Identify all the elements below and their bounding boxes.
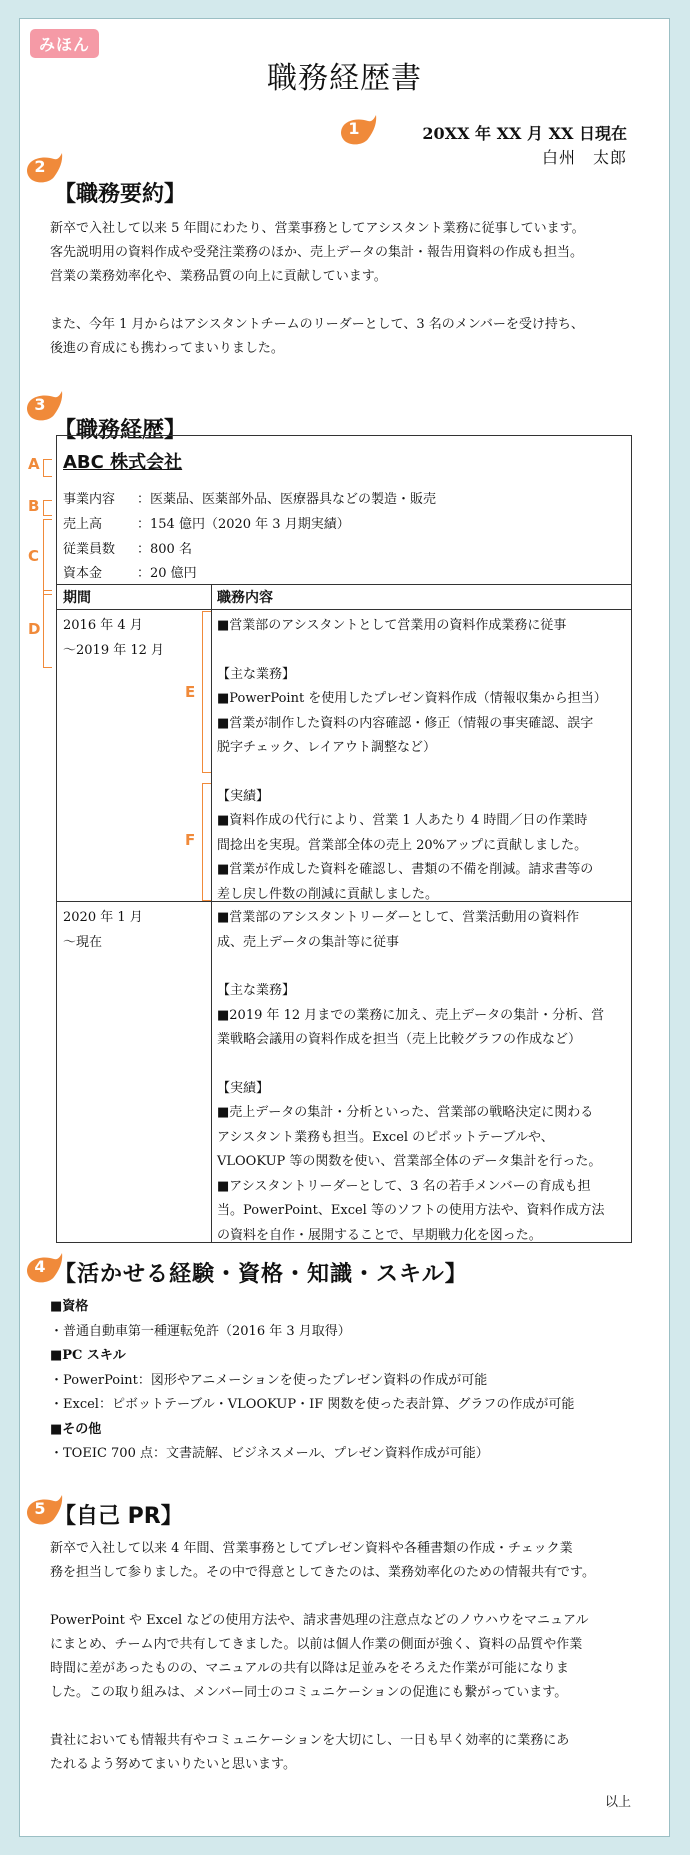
skills-heading: 【活かせる経験・資格・知識・スキル】 [54,1262,468,1287]
sample-tag: みほん [30,29,99,58]
duties-cell-1: ■営業部のアシスタントとして営業用の資料作成業務に従事 【主な業務】 ■PowerPoint を使用したプレゼン資料作成（情報収集から担当） ■営業が制作した資料の内容確認・修正（情報の事実確認、誤字 脱字チェック、レイアウト調整など） 【実績】 ■資料作成の代行により、営業 1 人あたり 4 時間／日の作業時 間捻出を実現。営業部全体の売上 20%アップに貢献しました。 ■営業が作成した資料を確認し、書類の不備を削減。請求書等の 差し戻し件数の削減に貢献しました。 [217,618,607,902]
annotation-label-c: C [28,547,40,565]
document-title: 職務経歴書 [267,61,422,96]
sales-value: ：154 億円（2020 年 3 月期実績） [137,517,350,532]
sales-label: 売上高 [63,517,103,532]
annotation-bracket-e [202,611,211,773]
annotation-bracket-c [43,519,52,595]
annotation-bracket-d [43,590,52,668]
number-badge-5: 5 [24,1493,64,1533]
period-cell-1: 2016 年 4 月 ～2019 年 12 月 [63,618,165,658]
company-name: ABC 株式会社 [63,452,183,473]
annotation-bracket-f [202,783,211,901]
number-badge-1: 1 [338,113,378,153]
skills-list: ■資格 ・普通自動車第一種運転免許（2016 年 3 月取得） ■PC スキル ・PowerPoint：図形やアニメーションを使ったプレゼン資料の作成が可能 ・Excel：ピボットテーブル・VLOOKUP・IF 関数を使った表計算、グラフの作成が可能 ■その他 ・TOEIC 700 点：文書読解、ビジネスメール、プレゼン資料作成が可能） [50,1299,575,1461]
number-badge-4: 4 [24,1251,64,1291]
table-column-divider [211,584,212,1242]
business-value: ：医薬品、医薬部外品、医療器具などの製造・販売 [137,492,437,507]
table-divider [57,584,631,585]
document-page [19,18,670,1837]
annotation-label-d: D [28,620,41,638]
business-label: 事業内容 [63,492,116,507]
summary-text: 新卒で入社して以来 5 年間にわたり、営業事務としてアシスタント業務に従事しています。 客先説明用の資料作成や受発注業務のほか、売上データの集計・報告用資料の作成も担当。 営業の業務効率化や、業務品質の向上に貢献しています。 また、今年 1 月からはアシスタントチームのリーダーとして、3 名のメンバーを受け持ち、 後進の育成にも携わってまいりました。 [50,221,585,356]
annotation-label-f: F [185,831,196,849]
annotation-bracket-b [43,500,52,516]
history-table [56,435,632,1243]
number-badge-2: 2 [24,151,64,191]
employees-value: ：800 名 [137,542,192,557]
pr-heading: 【自己 PR】 [54,1504,183,1529]
date-line: 20XX 年 XX 月 XX 日現在 [422,124,627,143]
table-divider [57,609,631,610]
column-header-duties: 職務内容 [217,590,273,606]
period-cell-2: 2020 年 1 月 ～現在 [63,910,143,950]
applicant-name: 白州 太郎 [541,148,627,167]
summary-heading: 【職務要約】 [54,182,187,207]
duties-cell-2: ■営業部のアシスタントリーダーとして、営業活動用の資料作 成、売上データの集計等に従事 【主な業務】 ■2019 年 12 月までの業務に加え、売上データの集計・分析、営 業戦略会議用の資料作成を担当（売上比較グラフの作成など） 【実績】 ■売上データの集計・分析といった、営業部の戦略決定に関わる アシスタント業務も担当。Excel のピボットテーブルや、 VLOOKUP 等の関数を使い、営業部全体のデータ集計を行った。 ■アシスタントリーダーとして、3 名の若手メンバーの育成も担 当。PowerPoint、Excel 等のソフトの使用方法や、資料作成方法 の資料を自作・展開することで、早期戦力化を図った。 [217,910,605,1243]
annotation-label-a: A [28,455,40,473]
closing-text: 以上 [604,1795,631,1810]
annotation-label-e: E [185,683,196,701]
number-badge-3: 3 [24,389,64,429]
annotation-label-b: B [28,497,40,515]
capital-label: 資本金 [63,566,103,581]
column-header-period: 期間 [63,590,91,606]
history-heading: 【職務経歴】 [54,418,187,443]
capital-value: ：20 億円 [137,566,197,581]
annotation-bracket-a [43,459,52,477]
pr-text: 新卒で入社して以来 4 年間、営業事務としてプレゼン資料や各種書類の作成・チェック業 務を担当して参りました。その中で得意としてきたのは、業務効率化のための情報共有です。 PowerPoint や Excel などの使用方法や、請求書処理の注意点などのノウハウをマニュアル にまとめ、チーム内で共有してきました。以前は個人作業の側面が強く、資料の品質や作業 時間に差があったものの、マニュアルの共有以降は足並みをそろえた作業が可能になりま した。この取り組みは、メンバー同士のコミュニケーションの促進にも繋がっています。 貴社においても情報共有やコミュニケーションを大切にし、一日も早く効率的に業務にあ たれるよう努めてまいりたいと思います。 [50,1541,595,1772]
employees-label: 従業員数 [63,542,116,557]
